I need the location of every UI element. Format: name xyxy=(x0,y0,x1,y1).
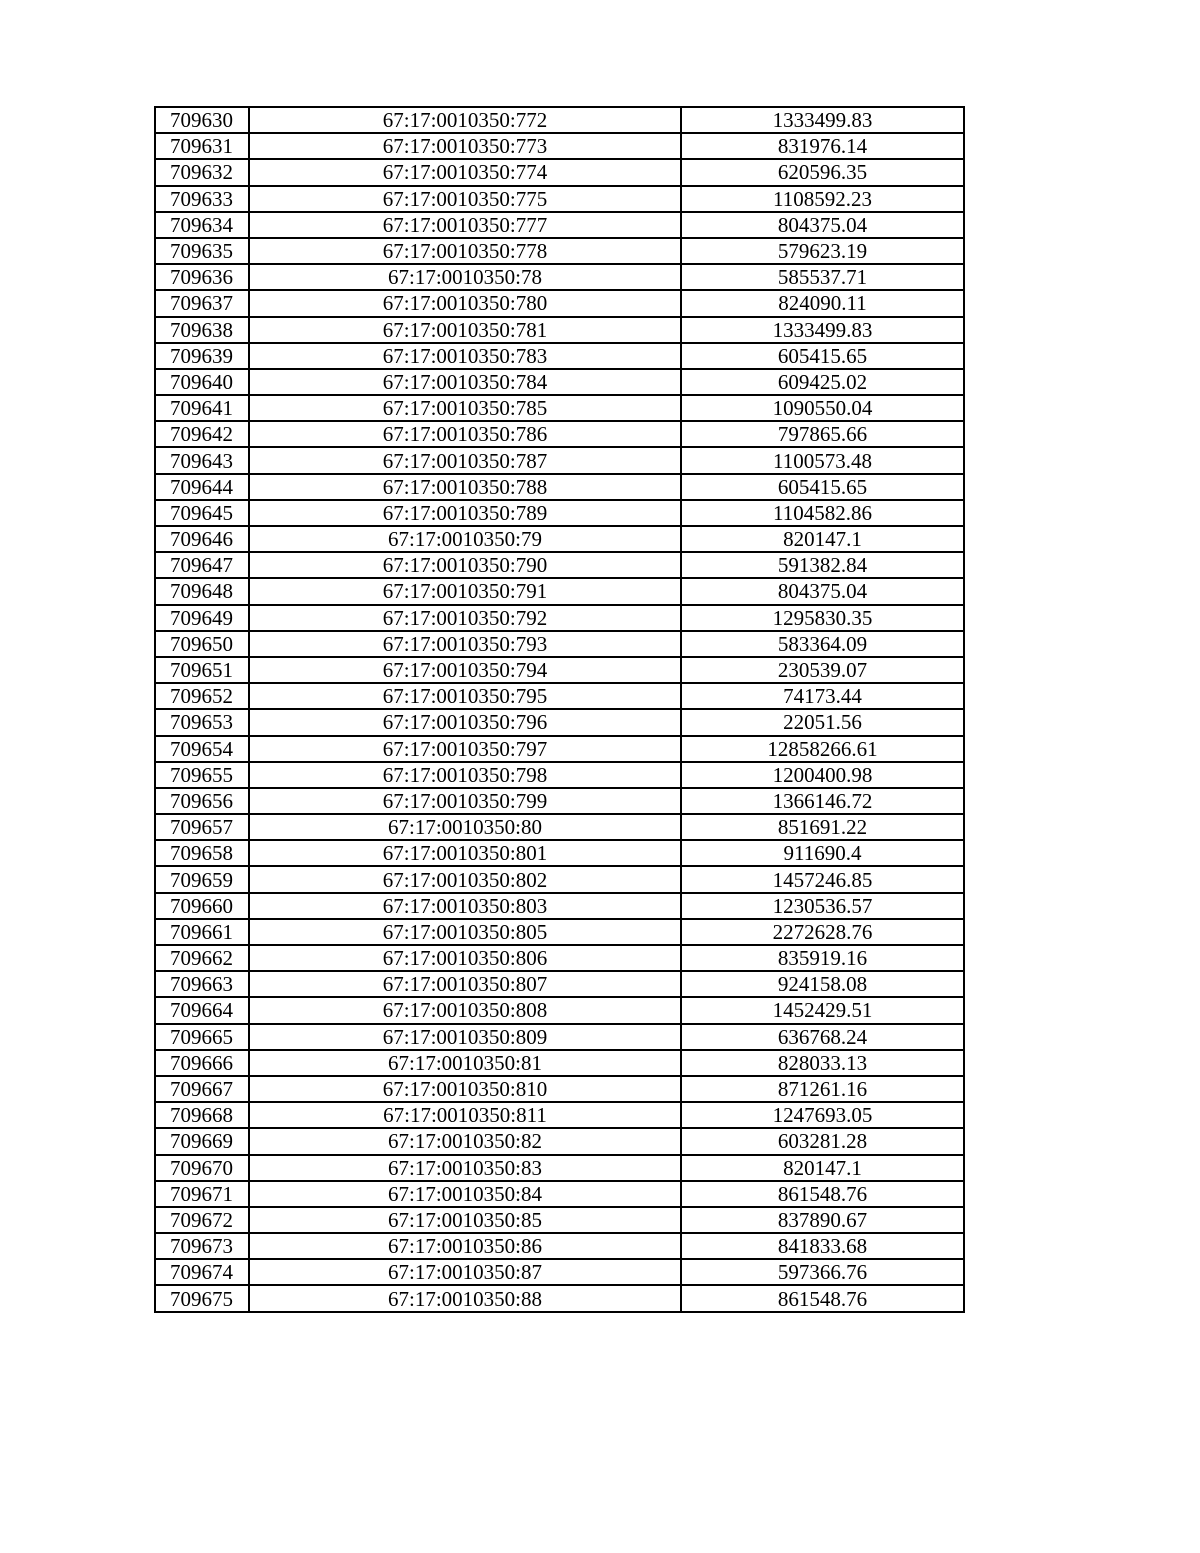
row-number-cell: 709652 xyxy=(155,683,249,709)
row-number-cell: 709638 xyxy=(155,317,249,343)
cadastral-value-cell: 591382.84 xyxy=(681,552,964,578)
row-number-cell: 709659 xyxy=(155,866,249,892)
row-number-cell: 709662 xyxy=(155,945,249,971)
cadastral-number-cell: 67:17:0010350:84 xyxy=(249,1181,681,1207)
row-number-cell: 709630 xyxy=(155,107,249,133)
row-number-cell: 709661 xyxy=(155,919,249,945)
cadastral-number-cell: 67:17:0010350:795 xyxy=(249,683,681,709)
table-row xyxy=(155,159,964,185)
table-body xyxy=(155,107,964,1312)
row-number-cell: 709637 xyxy=(155,290,249,316)
table-row xyxy=(155,762,964,788)
cadastral-number-cell: 67:17:0010350:803 xyxy=(249,893,681,919)
row-number-cell: 709673 xyxy=(155,1233,249,1259)
row-number-cell: 709639 xyxy=(155,343,249,369)
table-row xyxy=(155,1076,964,1102)
row-number-cell: 709665 xyxy=(155,1024,249,1050)
cadastral-value-cell: 2272628.76 xyxy=(681,919,964,945)
cadastral-value-cell: 924158.08 xyxy=(681,971,964,997)
cadastral-value-cell: 74173.44 xyxy=(681,683,964,709)
row-number-cell: 709640 xyxy=(155,369,249,395)
cadastral-value-cell: 585537.71 xyxy=(681,264,964,290)
table-row xyxy=(155,212,964,238)
row-number-cell: 709658 xyxy=(155,840,249,866)
table-row xyxy=(155,919,964,945)
row-number-cell: 709657 xyxy=(155,814,249,840)
cadastral-number-cell: 67:17:0010350:810 xyxy=(249,1076,681,1102)
row-number-cell: 709636 xyxy=(155,264,249,290)
cadastral-number-cell: 67:17:0010350:809 xyxy=(249,1024,681,1050)
row-number-cell: 709670 xyxy=(155,1155,249,1181)
row-number-cell: 709633 xyxy=(155,186,249,212)
cadastral-number-cell: 67:17:0010350:85 xyxy=(249,1207,681,1233)
table-row xyxy=(155,997,964,1023)
table-row xyxy=(155,709,964,735)
cadastral-number-cell: 67:17:0010350:781 xyxy=(249,317,681,343)
cadastral-number-cell: 67:17:0010350:798 xyxy=(249,762,681,788)
cadastral-number-cell: 67:17:0010350:784 xyxy=(249,369,681,395)
table-row xyxy=(155,866,964,892)
cadastral-number-cell: 67:17:0010350:787 xyxy=(249,447,681,473)
cadastral-value-cell: 1090550.04 xyxy=(681,395,964,421)
cadastral-number-cell: 67:17:0010350:785 xyxy=(249,395,681,421)
cadastral-number-cell: 67:17:0010350:82 xyxy=(249,1128,681,1154)
cadastral-value-cell: 605415.65 xyxy=(681,474,964,500)
cadastral-value-cell: 831976.14 xyxy=(681,133,964,159)
cadastral-number-cell: 67:17:0010350:806 xyxy=(249,945,681,971)
cadastral-number-cell: 67:17:0010350:796 xyxy=(249,709,681,735)
cadastral-value-cell: 820147.1 xyxy=(681,1155,964,1181)
cadastral-value-cell: 871261.16 xyxy=(681,1076,964,1102)
table-row xyxy=(155,893,964,919)
table-row xyxy=(155,578,964,604)
cadastral-number-cell: 67:17:0010350:86 xyxy=(249,1233,681,1259)
row-number-cell: 709663 xyxy=(155,971,249,997)
table-row xyxy=(155,552,964,578)
cadastral-value-cell: 841833.68 xyxy=(681,1233,964,1259)
row-number-cell: 709664 xyxy=(155,997,249,1023)
row-number-cell: 709642 xyxy=(155,421,249,447)
cadastral-value-cell: 797865.66 xyxy=(681,421,964,447)
table-row xyxy=(155,1024,964,1050)
row-number-cell: 709641 xyxy=(155,395,249,421)
cadastral-number-cell: 67:17:0010350:807 xyxy=(249,971,681,997)
cadastral-value-cell: 851691.22 xyxy=(681,814,964,840)
table-row xyxy=(155,1259,964,1285)
table-row xyxy=(155,971,964,997)
row-number-cell: 709648 xyxy=(155,578,249,604)
table-row xyxy=(155,1181,964,1207)
cadastral-value-cell: 1100573.48 xyxy=(681,447,964,473)
cadastral-value-cell: 603281.28 xyxy=(681,1128,964,1154)
row-number-cell: 709653 xyxy=(155,709,249,735)
row-number-cell: 709666 xyxy=(155,1050,249,1076)
cadastral-number-cell: 67:17:0010350:81 xyxy=(249,1050,681,1076)
row-number-cell: 709632 xyxy=(155,159,249,185)
table-row xyxy=(155,264,964,290)
cadastral-number-cell: 67:17:0010350:801 xyxy=(249,840,681,866)
cadastral-value-cell: 835919.16 xyxy=(681,945,964,971)
cadastral-number-cell: 67:17:0010350:88 xyxy=(249,1285,681,1311)
cadastral-number-cell: 67:17:0010350:775 xyxy=(249,186,681,212)
cadastral-number-cell: 67:17:0010350:793 xyxy=(249,631,681,657)
row-number-cell: 709660 xyxy=(155,893,249,919)
table-row xyxy=(155,186,964,212)
cadastral-value-cell: 828033.13 xyxy=(681,1050,964,1076)
cadastral-value-cell: 1333499.83 xyxy=(681,107,964,133)
cadastral-number-cell: 67:17:0010350:774 xyxy=(249,159,681,185)
row-number-cell: 709672 xyxy=(155,1207,249,1233)
cadastral-value-cell: 583364.09 xyxy=(681,631,964,657)
row-number-cell: 709671 xyxy=(155,1181,249,1207)
row-number-cell: 709647 xyxy=(155,552,249,578)
cadastral-number-cell: 67:17:0010350:789 xyxy=(249,500,681,526)
cadastral-number-cell: 67:17:0010350:808 xyxy=(249,997,681,1023)
cadastral-number-cell: 67:17:0010350:773 xyxy=(249,133,681,159)
row-number-cell: 709634 xyxy=(155,212,249,238)
cadastral-number-cell: 67:17:0010350:811 xyxy=(249,1102,681,1128)
row-number-cell: 709635 xyxy=(155,238,249,264)
cadastral-number-cell: 67:17:0010350:805 xyxy=(249,919,681,945)
table-row xyxy=(155,1285,964,1311)
cadastral-value-cell: 12858266.61 xyxy=(681,736,964,762)
table-row xyxy=(155,133,964,159)
cadastral-number-cell: 67:17:0010350:80 xyxy=(249,814,681,840)
cadastral-value-cell: 597366.76 xyxy=(681,1259,964,1285)
cadastral-value-cell: 636768.24 xyxy=(681,1024,964,1050)
table-row xyxy=(155,1128,964,1154)
table-row xyxy=(155,1102,964,1128)
cadastral-value-cell: 820147.1 xyxy=(681,526,964,552)
table-row xyxy=(155,369,964,395)
table-row xyxy=(155,238,964,264)
cadastral-value-cell: 1295830.35 xyxy=(681,605,964,631)
cadastral-value-cell: 911690.4 xyxy=(681,840,964,866)
cadastral-value-cell: 1452429.51 xyxy=(681,997,964,1023)
row-number-cell: 709650 xyxy=(155,631,249,657)
cadastral-number-cell: 67:17:0010350:78 xyxy=(249,264,681,290)
cadastral-number-cell: 67:17:0010350:791 xyxy=(249,578,681,604)
cadastral-value-cell: 1104582.86 xyxy=(681,500,964,526)
row-number-cell: 709643 xyxy=(155,447,249,473)
row-number-cell: 709667 xyxy=(155,1076,249,1102)
table-row xyxy=(155,343,964,369)
row-number-cell: 709669 xyxy=(155,1128,249,1154)
cadastral-value-cell: 620596.35 xyxy=(681,159,964,185)
table-row xyxy=(155,526,964,552)
cadastral-value-cell: 605415.65 xyxy=(681,343,964,369)
cadastral-value-cell: 609425.02 xyxy=(681,369,964,395)
table-row xyxy=(155,788,964,814)
table-row xyxy=(155,395,964,421)
cadastral-number-cell: 67:17:0010350:778 xyxy=(249,238,681,264)
row-number-cell: 709655 xyxy=(155,762,249,788)
table-row xyxy=(155,107,964,133)
cadastral-value-cell: 22051.56 xyxy=(681,709,964,735)
cadastral-number-cell: 67:17:0010350:87 xyxy=(249,1259,681,1285)
cadastral-number-cell: 67:17:0010350:783 xyxy=(249,343,681,369)
cadastral-number-cell: 67:17:0010350:788 xyxy=(249,474,681,500)
table-row xyxy=(155,474,964,500)
row-number-cell: 709651 xyxy=(155,657,249,683)
cadastral-value-cell: 1200400.98 xyxy=(681,762,964,788)
table-row xyxy=(155,1050,964,1076)
table-row xyxy=(155,1207,964,1233)
cadastral-value-cell: 804375.04 xyxy=(681,578,964,604)
table-row xyxy=(155,814,964,840)
row-number-cell: 709668 xyxy=(155,1102,249,1128)
table-row xyxy=(155,1233,964,1259)
cadastral-value-cell: 230539.07 xyxy=(681,657,964,683)
table-row xyxy=(155,840,964,866)
table-row xyxy=(155,421,964,447)
row-number-cell: 709645 xyxy=(155,500,249,526)
cadastral-number-cell: 67:17:0010350:772 xyxy=(249,107,681,133)
table-row xyxy=(155,631,964,657)
cadastral-number-cell: 67:17:0010350:799 xyxy=(249,788,681,814)
row-number-cell: 709654 xyxy=(155,736,249,762)
cadastral-value-table xyxy=(154,106,965,1313)
cadastral-value-cell: 861548.76 xyxy=(681,1181,964,1207)
table-row xyxy=(155,500,964,526)
row-number-cell: 709631 xyxy=(155,133,249,159)
cadastral-value-cell: 824090.11 xyxy=(681,290,964,316)
cadastral-value-cell: 1247693.05 xyxy=(681,1102,964,1128)
table-row xyxy=(155,1155,964,1181)
row-number-cell: 709649 xyxy=(155,605,249,631)
cadastral-number-cell: 67:17:0010350:792 xyxy=(249,605,681,631)
cadastral-value-cell: 1366146.72 xyxy=(681,788,964,814)
cadastral-number-cell: 67:17:0010350:79 xyxy=(249,526,681,552)
table-row xyxy=(155,447,964,473)
table-row xyxy=(155,945,964,971)
cadastral-value-cell: 579623.19 xyxy=(681,238,964,264)
cadastral-value-cell: 1333499.83 xyxy=(681,317,964,343)
cadastral-number-cell: 67:17:0010350:790 xyxy=(249,552,681,578)
cadastral-number-cell: 67:17:0010350:780 xyxy=(249,290,681,316)
table-row xyxy=(155,736,964,762)
row-number-cell: 709646 xyxy=(155,526,249,552)
table-row xyxy=(155,605,964,631)
cadastral-value-cell: 837890.67 xyxy=(681,1207,964,1233)
table-row xyxy=(155,657,964,683)
cadastral-value-cell: 1108592.23 xyxy=(681,186,964,212)
cadastral-number-cell: 67:17:0010350:802 xyxy=(249,866,681,892)
row-number-cell: 709675 xyxy=(155,1285,249,1311)
table-row xyxy=(155,683,964,709)
cadastral-number-cell: 67:17:0010350:83 xyxy=(249,1155,681,1181)
cadastral-value-cell: 804375.04 xyxy=(681,212,964,238)
cadastral-number-cell: 67:17:0010350:794 xyxy=(249,657,681,683)
table-row xyxy=(155,317,964,343)
row-number-cell: 709656 xyxy=(155,788,249,814)
row-number-cell: 709674 xyxy=(155,1259,249,1285)
table-row xyxy=(155,290,964,316)
cadastral-number-cell: 67:17:0010350:797 xyxy=(249,736,681,762)
cadastral-value-cell: 1457246.85 xyxy=(681,866,964,892)
row-number-cell: 709644 xyxy=(155,474,249,500)
cadastral-value-cell: 861548.76 xyxy=(681,1285,964,1311)
cadastral-value-cell: 1230536.57 xyxy=(681,893,964,919)
cadastral-number-cell: 67:17:0010350:777 xyxy=(249,212,681,238)
cadastral-number-cell: 67:17:0010350:786 xyxy=(249,421,681,447)
